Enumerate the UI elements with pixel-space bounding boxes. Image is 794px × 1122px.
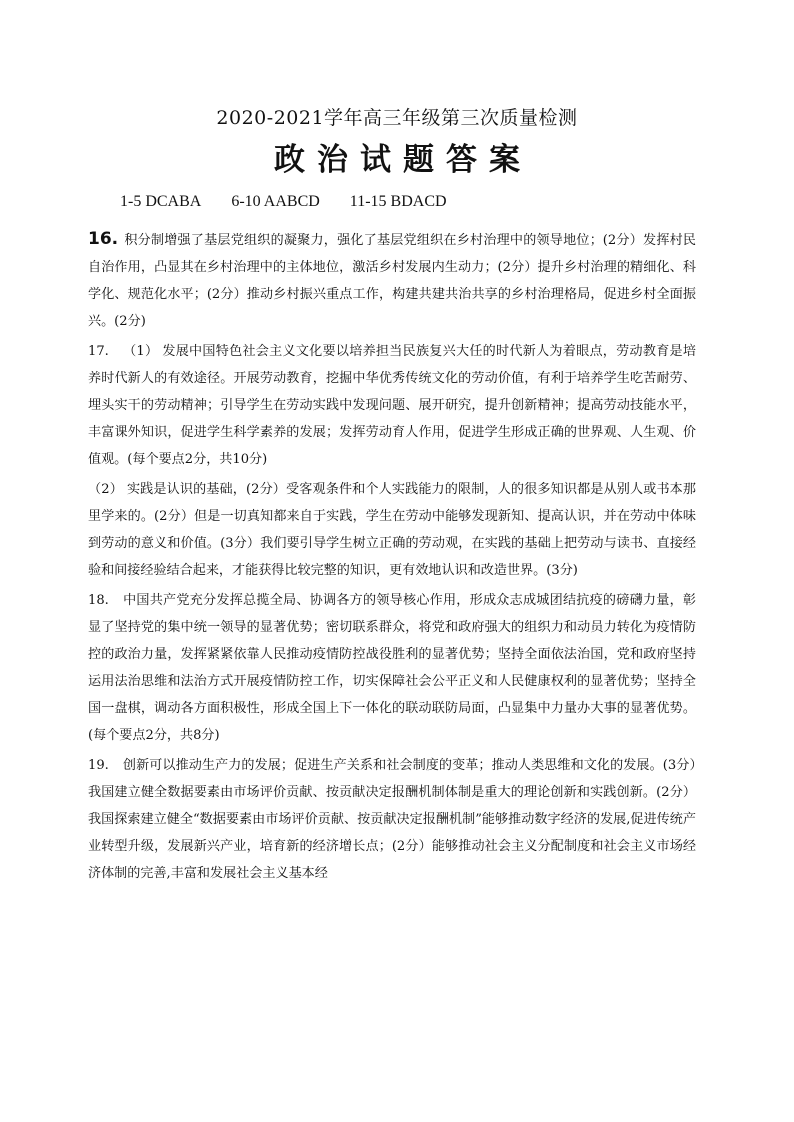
question-number-17: 17.	[88, 344, 109, 359]
answer-body	[88, 226, 696, 890]
answer-17-part-2-label: （2）	[88, 482, 123, 497]
mc-answer-group-2: 6-10 AABCD	[231, 193, 320, 210]
answer-16	[88, 226, 696, 335]
answer-19	[88, 752, 696, 887]
document-title: 政治试题答案	[274, 142, 532, 178]
question-number-16: 16.	[88, 229, 119, 249]
answer-17-part-2-text: 实践是认识的基础，(2分）受客观条件和个人实践能力的限制，人的很多知识都是从别人或书本那里学来的。(2分）但是一切真知都来自于实践，学生在劳动中能够发现新知、提高认识，并在劳动中体味到劳动的意义和价值。(3分）我们要引导学生树立正确的劳动观，在实践的基础上把劳动与读书、直接经验和间接经验结合起来，才能获得比较完整的知识，更有效地认识和改造世界。(3分)	[88, 482, 696, 578]
multiple-choice-answers	[120, 190, 680, 214]
answer-18-text: 中国共产党充分发挥总揽全局、协调各方的领导核心作用，形成众志成城团结抗疫的磅礴力量，彰显了坚持党的集中统一领导的显著优势；密切联系群众，将党和政府强大的组织力和动员力转化为疫情防控的政治力量，发挥紧紧依靠人民推动疫情防控战役胜利的显著优势；坚持全面依法治国，党和政府坚持运用法治思维和法治方式开展疫情防控工作，切实保障社会公平正义和人民健康权利的显著优势；坚持全国一盘棋，调动各方面积极性，形成全国上下一体化的联动联防局面，凸显集中力量办大事的显著优势。(每个要点2分，共8分)	[88, 593, 696, 743]
question-number-19: 19.	[88, 758, 109, 773]
answer-18	[88, 587, 696, 749]
answer-17-part-1-label: （1）	[122, 344, 159, 359]
answer-17-part-1	[88, 338, 696, 473]
exam-title: 2020-2021学年高三年级第三次质量检测	[216, 107, 578, 129]
answer-19-text: 创新可以推动生产力的发展；促进生产关系和社会制度的变革；推动人类思维和文化的发展。(3分）我国建立健全数据要素由市场评价贡献、按贡献决定报酬机制体制是重大的理论创新和实践创新。(2分）我国探索建立健全“数据要素由市场评价贡献、按贡献决定报酬机制”能够推动数字经济的发展,促进传统产业转型升级，发展新兴产业，培育新的经济增长点；(2分）能够推动社会主义分配制度和社会主义市场经济体制的完善,丰富和发展社会主义基本经	[88, 758, 696, 881]
question-number-18: 18.	[88, 593, 109, 608]
answer-17-part-1-text: 发展中国特色社会主义文化要以培养担当民族复兴大任的时代新人为着眼点，劳动教育是培养时代新人的有效途径。开展劳动教育，挖掘中华优秀传统文化的劳动价值，有利于培养学生吃苦耐劳、埋头实干的劳动精神；引导学生在劳动实践中发现问题、展开研究，提升创新精神；提高劳动技能水平，丰富课外知识，促进学生科学素养的发展；发挥劳动育人作用，促进学生形成正确的世界观、人生观、价值观。(每个要点2分，共10分)	[88, 344, 696, 467]
mc-answer-group-1: 1-5 DCABA	[120, 193, 202, 210]
answer-17-part-2	[88, 476, 696, 584]
answer-16-text: 积分制增强了基层党组织的凝聚力，强化了基层党组织在乡村治理中的领导地位；(2分）发挥村民自治作用，凸显其在乡村治理中的主体地位，激活乡村发展内生动力；(2分）提升乡村治理的精细化、科学化、规范化水平；(2分）推动乡村振兴重点工作，构建共建共治共享的乡村治理格局，促进乡村全面振兴。(2分)	[88, 233, 696, 329]
mc-answer-group-3: 11-15 BDACD	[349, 193, 447, 210]
